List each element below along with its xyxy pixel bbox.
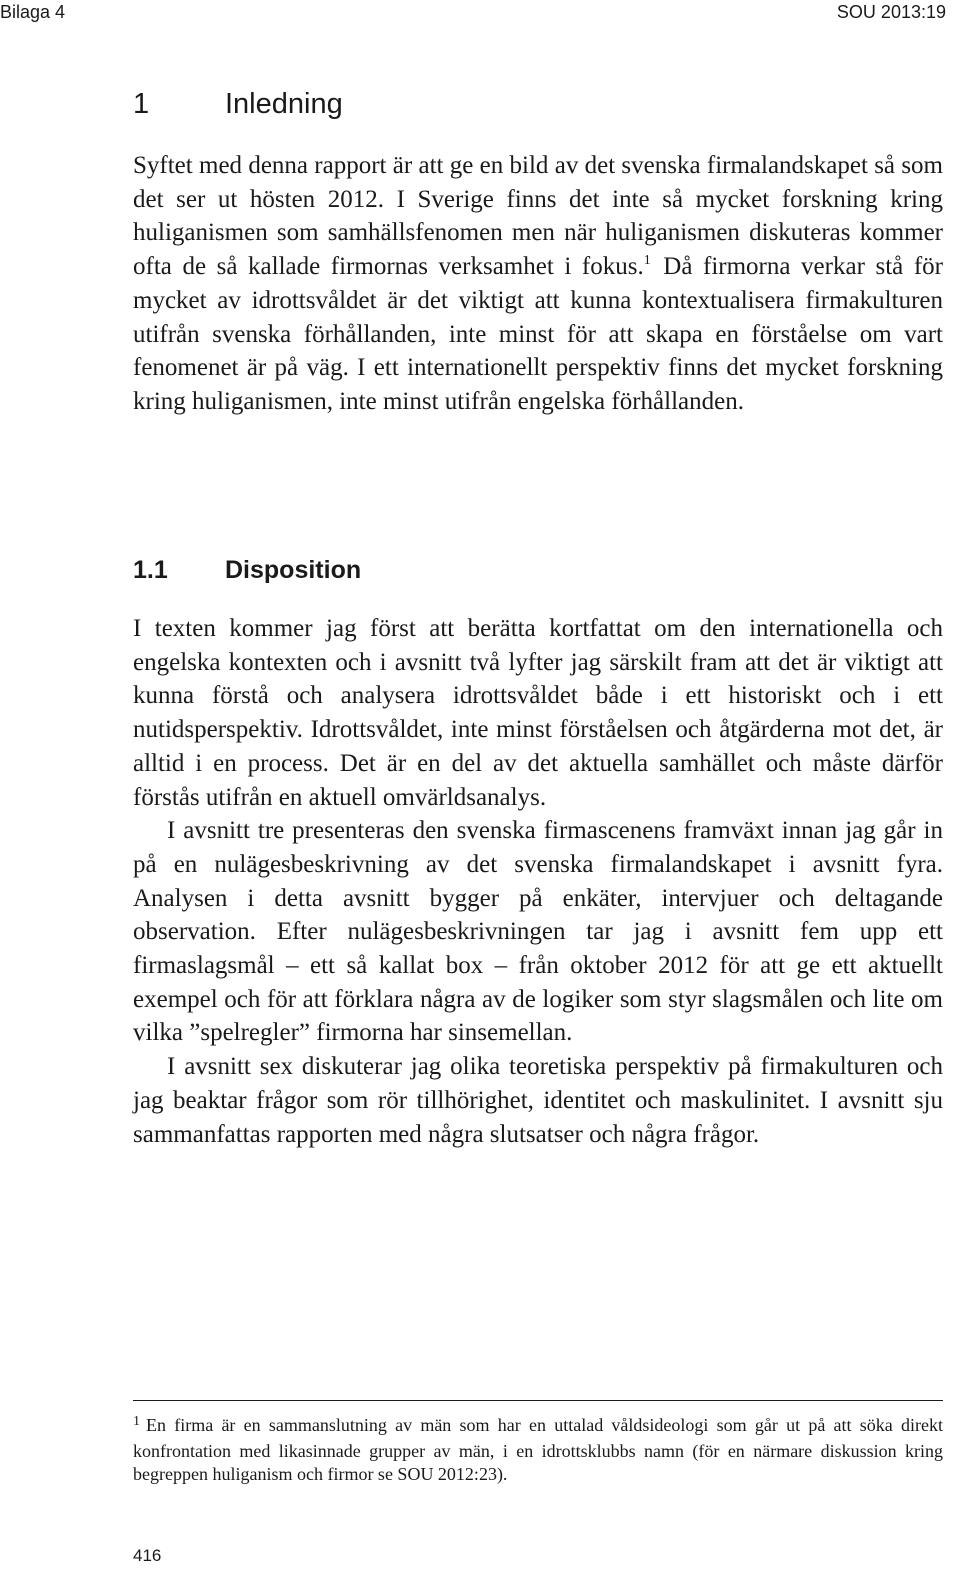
intro-text	[133, 149, 943, 419]
section-number: 1	[133, 88, 150, 120]
footnote	[133, 1414, 943, 1487]
disposition-paragraph-1: I texten kommer jag först att berätta kortfattat om den internationella och engelska kontexten och i avsnitt två lyfter jag särskilt fram att det är viktigt att kunna förstå och analysera idrottsvåldet både i ett historiskt och i ett nutidsperspektiv. Idrottsvåldet, inte minst förståelsen och åtgärderna mot det, är alltid i en process. Det är en del av det aktuella samhället och måste därför förstås utifrån en aktuell omvärldsanalys.	[133, 615, 943, 811]
disposition-paragraph-2: I avsnitt tre presenteras den svenska firmascenens framväxt innan jag går in på en nulägesbeskrivning av det svenska firmalandskapet i avsnitt fyra. Analysen i detta avsnitt bygger på enkäter, intervjuer och deltagande observation. Efter nulägesbeskrivningen tar jag i avsnitt fem upp ett firmaslagsmål – ett så kallat box – från oktober 2012 för att ge ett aktuellt exempel och för att förklara några av de logiker som styr slagsmålen och lite om vilka ”spelregler” firmorna har sinsemellan.	[133, 817, 943, 1047]
intro-paragraph-part-b: Då firmorna verkar stå för mycket av idrottsvåldet är det viktigt att kunna kontextualisera firmakulturen utifrån svenska förhållanden, inte minst för att skapa en förståelse om vart fenomenet är på väg. I ett internationellt perspektiv finns det mycket forskning kring huliganismen, inte minst utifrån engelska förhållanden.	[133, 253, 943, 415]
page-number: 416	[133, 1546, 162, 1565]
intro-paragraph	[133, 149, 943, 419]
running-head-appendix: Bilaga 4	[0, 2, 66, 22]
footnote-text: En firma är en sammanslutning av män som har en uttalad våldsideologi som går ut på att söka direkt konfrontation med likasinnade grupper av män, i en idrottsklubbs namn (för en närmare diskussion kring begreppen huliganism och firmor se SOU 2012:23).	[133, 1415, 943, 1484]
disposition-paragraph-3: I avsnitt sex diskuterar jag olika teoretiska perspektiv på firmakulturen och jag beaktar frågor som rör tillhörighet, identitet och maskulinitet. I avsnitt sju sammanfattas rapporten med några slutsatser och några frågor.	[133, 1053, 943, 1148]
running-head	[0, 0, 960, 28]
footnote-divider	[133, 1400, 943, 1401]
subsection-heading	[133, 556, 361, 585]
footnote-reference[interactable]: 1	[643, 253, 651, 269]
running-head-report-id: SOU 2013:19	[836, 2, 946, 22]
section-heading	[133, 88, 343, 121]
footnote-number: 1	[133, 1414, 140, 1429]
subsection-number: 1.1	[133, 556, 168, 584]
disposition-text	[133, 612, 943, 1151]
section-title: Inledning	[225, 88, 343, 120]
intro-paragraph-part-a: Syftet med denna rapport är att ge en bild av det svenska firmalandskapet så som det ser ut hösten 2012. I Sverige finns det inte så mycket forskning kring huliganismen som samhällsfenomen men när huliganismen diskuteras kommer ofta de så kallade firmornas verksamhet i fokus.	[133, 152, 943, 281]
subsection-title: Disposition	[225, 556, 362, 584]
